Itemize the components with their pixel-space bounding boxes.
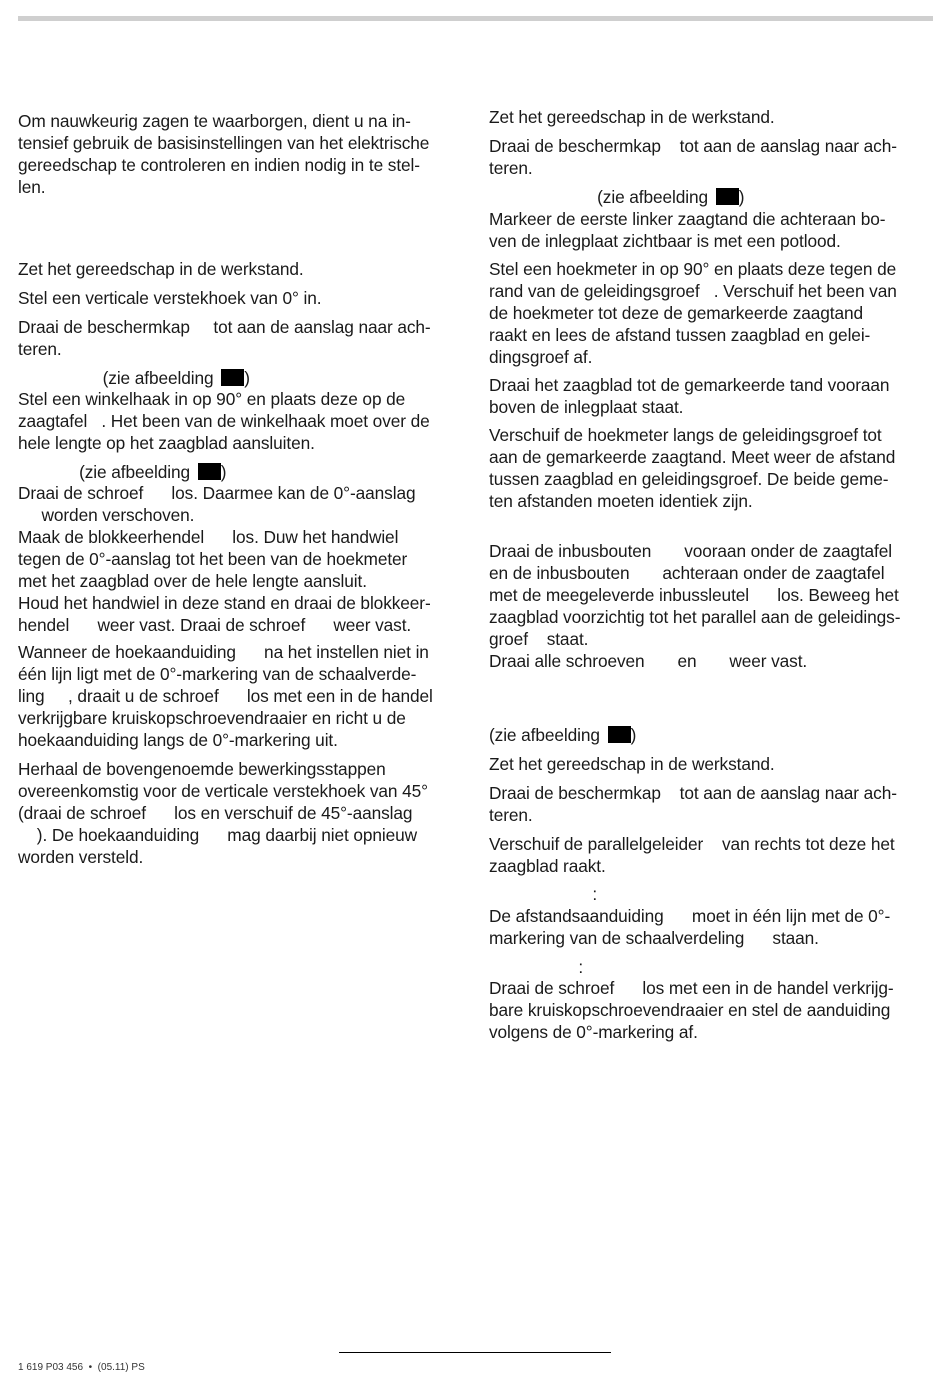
text-line: : — [489, 957, 584, 977]
text-line: overeenkomstig voor de verticale verstekhoek van 45° — [18, 781, 428, 801]
paragraph — [18, 482, 464, 526]
paragraph — [489, 208, 935, 252]
text-line: Stel een verticale verstekhoek van 0° in. — [18, 288, 322, 308]
text-line: zaagblad voorzichtig tot het parallel aan de geleidings- — [489, 607, 901, 627]
text-line: Draai de inbusbouten vooraan onder de zaagtafel — [489, 541, 893, 561]
text-line: len. — [18, 177, 46, 197]
footer-text: 1 619 P03 456 • (05.11) PS — [18, 1362, 145, 1373]
text-line: raakt en lees de afstand tussen zaagblad en gelei- — [489, 325, 871, 345]
paragraph — [489, 883, 935, 905]
text-line: Markeer de eerste linker zaagtand die achteraan bo- — [489, 209, 886, 229]
text-line: met de meegeleverde inbussleutel los. Beweeg het — [489, 585, 899, 605]
footer-rule — [339, 1352, 611, 1353]
paragraph — [18, 592, 464, 636]
paragraph — [18, 316, 464, 360]
text-line: teren. — [489, 158, 533, 178]
figure-reference-box — [221, 369, 244, 386]
text-line: worden verschoven. — [18, 505, 195, 525]
text-line: dingsgroef af. — [489, 347, 593, 367]
text-line: Verschuif de parallelgeleider van rechts tot deze het — [489, 834, 895, 854]
text-line: en de inbusbouten achteraan onder de zaagtafel — [489, 563, 885, 583]
text-line: Om nauwkeurig zagen te waarborgen, dient u na in- — [18, 111, 411, 131]
paragraph — [18, 758, 464, 868]
text-line: (zie afbeelding ) — [489, 187, 745, 207]
text-line: groef staat. — [489, 629, 589, 649]
text-line: volgens de 0°-markering af. — [489, 1022, 698, 1042]
paragraph — [489, 186, 935, 208]
text-line: Draai de beschermkap tot aan de aanslag naar ach- — [18, 317, 431, 337]
paragraph — [18, 461, 464, 483]
figure-reference-close: ) — [220, 462, 227, 482]
text-line: de hoekmeter tot deze de gemarkeerde zaagtand — [489, 303, 864, 323]
paragraph — [489, 977, 935, 1043]
paragraph — [489, 956, 935, 978]
paragraph — [489, 106, 935, 128]
text-line: aan de gemarkeerde zaagtand. Meet weer de afstand — [489, 447, 896, 467]
paragraph — [18, 388, 464, 454]
text-line: hendel weer vast. Draai de schroef weer vast. — [18, 615, 412, 635]
text-line: Houd het handwiel in deze stand en draai de blokkeer- — [18, 593, 431, 613]
paragraph — [489, 782, 935, 826]
paragraph — [489, 258, 935, 368]
text-line: tussen zaagblad en geleidingsgroef. De beide geme- — [489, 469, 889, 489]
figure-reference-box — [608, 726, 631, 743]
text-line: Stel een winkelhaak in op 90° en plaats deze op de — [18, 389, 406, 409]
text-line: (zie afbeelding ) — [18, 368, 250, 388]
text-line: Draai alle schroeven en weer vast. — [489, 651, 808, 671]
text-line: worden versteld. — [18, 847, 144, 867]
text-line: Draai de schroef los. Daarmee kan de 0°-aanslag — [18, 483, 416, 503]
text-line: ten afstanden moeten identiek zijn. — [489, 491, 753, 511]
text-line: ling , draait u de schroef los met een in de handel — [18, 686, 433, 706]
paragraph — [489, 540, 935, 650]
text-line: Draai het zaagblad tot de gemarkeerde tand vooraan — [489, 375, 890, 395]
figure-reference-box — [198, 463, 221, 480]
text-line: met het zaagblad over de hele lengte aansluit. — [18, 571, 367, 591]
paragraph — [489, 374, 935, 418]
text-line: verkrijgbare kruiskopschroevendraaier en richt u de — [18, 708, 406, 728]
paragraph — [18, 526, 464, 592]
text-line: teren. — [18, 339, 62, 359]
top-rule — [18, 16, 933, 21]
text-line: zaagblad raakt. — [489, 856, 606, 876]
paragraph — [489, 724, 935, 746]
paragraph — [489, 833, 935, 877]
text-line: (draai de schroef los en verschuif de 45°-aanslag — [18, 803, 413, 823]
text-line: (zie afbeelding ) — [489, 725, 637, 745]
text-line: Wanneer de hoekaanduiding na het instellen niet in — [18, 642, 429, 662]
text-line: De afstandsaanduiding moet in één lijn met de 0°- — [489, 906, 891, 926]
figure-reference-close: ) — [630, 725, 637, 745]
text-line: Zet het gereedschap in de werkstand. — [489, 107, 775, 127]
figure-reference-close: ) — [244, 368, 250, 388]
text-line: zaagtafel . Het been van de winkelhaak moet over de — [18, 411, 430, 431]
figure-reference-box — [716, 188, 739, 205]
text-line: Zet het gereedschap in de werkstand. — [18, 259, 304, 279]
text-line: (zie afbeelding ) — [18, 462, 227, 482]
text-line: bare kruiskopschroevendraaier en stel de aanduiding — [489, 1000, 891, 1020]
paragraph — [18, 258, 464, 280]
text-line: tegen de 0°-aanslag tot het been van de hoekmeter — [18, 549, 408, 569]
text-line: teren. — [489, 805, 533, 825]
paragraph — [489, 135, 935, 179]
text-line: hoekaanduiding langs de 0°-markering uit. — [18, 730, 338, 750]
text-line: gereedschap te controleren en indien nodig in te stel- — [18, 155, 420, 175]
text-line: één lijn ligt met de 0°-markering van de schaalverde- — [18, 664, 417, 684]
text-line: Draai de beschermkap tot aan de aanslag naar ach- — [489, 136, 897, 156]
text-line: Maak de blokkeerhendel los. Duw het handwiel — [18, 527, 399, 547]
text-line: Draai de beschermkap tot aan de aanslag naar ach- — [489, 783, 897, 803]
text-line: tensief gebruik de basisinstellingen van het elektrische — [18, 133, 430, 153]
paragraph — [489, 424, 935, 512]
text-line: rand van de geleidingsgroef . Verschuif het been van — [489, 281, 897, 301]
text-line: ven de inlegplaat zichtbaar is met een potlood. — [489, 231, 841, 251]
text-line: ). De hoekaanduiding mag daarbij niet opnieuw — [18, 825, 418, 845]
paragraph — [18, 367, 464, 389]
text-line: hele lengte op het zaagblad aansluiten. — [18, 433, 315, 453]
text-line: Herhaal de bovengenoemde bewerkingsstappen — [18, 759, 386, 779]
text-line: Stel een hoekmeter in op 90° en plaats deze tegen de — [489, 259, 897, 279]
text-line: Zet het gereedschap in de werkstand. — [489, 754, 775, 774]
text-line: Draai de schroef los met een in de handel verkrijg- — [489, 978, 894, 998]
paragraph — [18, 287, 464, 309]
text-line: boven de inlegplaat staat. — [489, 397, 684, 417]
paragraph — [489, 753, 935, 775]
paragraph — [18, 110, 464, 198]
paragraph — [489, 905, 935, 949]
text-line: Verschuif de hoekmeter langs de geleidingsgroef tot — [489, 425, 882, 445]
paragraph — [489, 650, 935, 672]
text-line: : — [489, 884, 598, 904]
paragraph — [18, 641, 464, 751]
figure-reference-close: ) — [738, 187, 745, 207]
text-line: markering van de schaalverdeling staan. — [489, 928, 819, 948]
